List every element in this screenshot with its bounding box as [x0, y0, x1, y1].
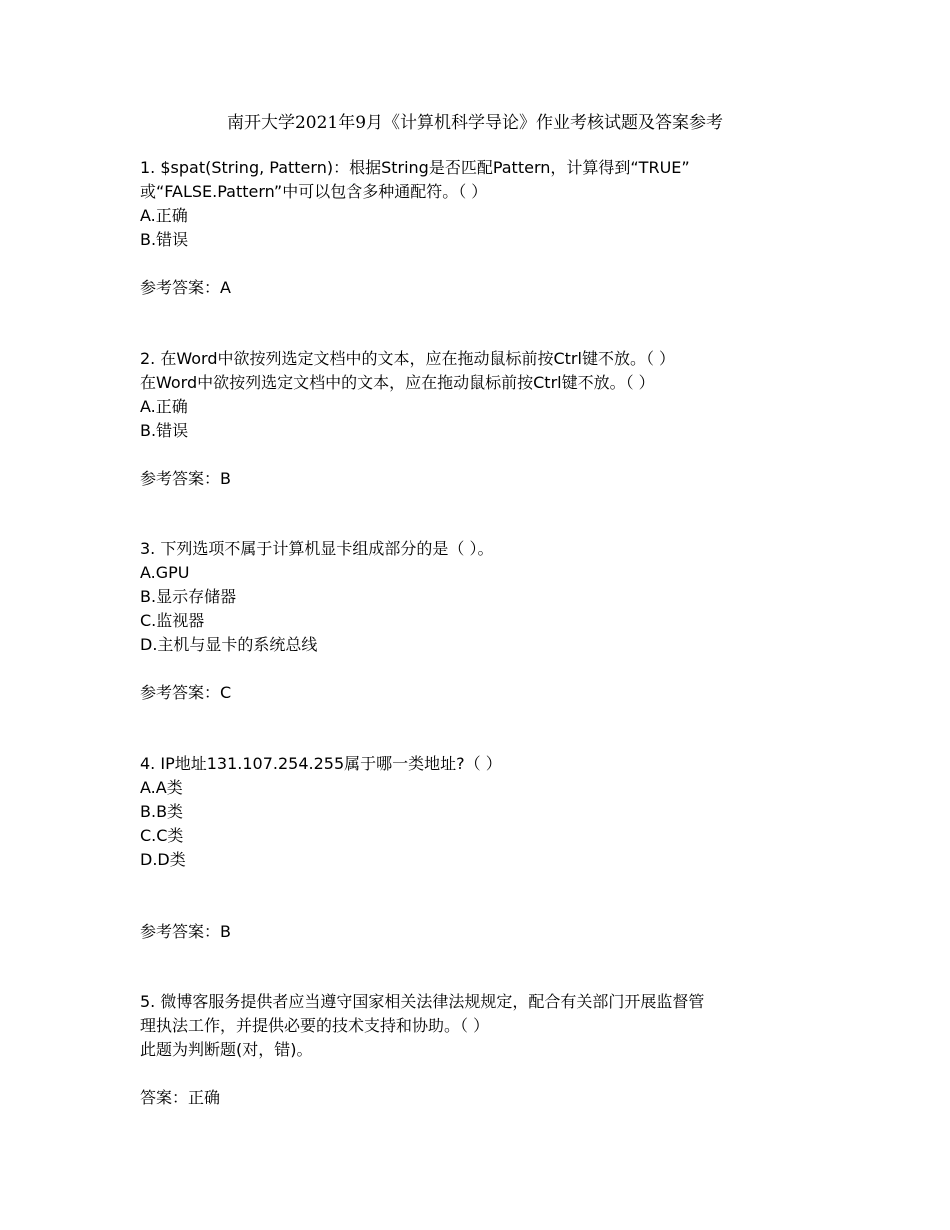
question-4 [140, 752, 820, 944]
option-a: A.A类 [140, 778, 183, 797]
answer-text: 答案：正确 [140, 1088, 221, 1107]
option-c: C.C类 [140, 826, 184, 845]
option-a: A.GPU [140, 563, 190, 582]
option-a: A.正确 [140, 397, 188, 416]
option-d: D.主机与显卡的系统总线 [140, 635, 318, 654]
answer-text: 参考答案：B [140, 469, 231, 488]
answer-text: 参考答案：A [140, 278, 231, 297]
question-text-line: 在Word中欲按列选定文档中的文本，应在拖动鼠标前按Ctrl键不放。（ ） [140, 373, 655, 392]
option-d: D.D类 [140, 850, 186, 869]
answer-text: 参考答案：B [140, 922, 231, 941]
option-b: B.B类 [140, 802, 184, 821]
option-b: B.显示存储器 [140, 587, 237, 606]
question-text-line: 1. $spat(String, Pattern)：根据String是否匹配Pattern，计算得到“TRUE” [140, 158, 690, 177]
question-3 [140, 537, 820, 705]
question-text-line: 5. 微博客服务提供者应当遵守国家相关法律法规规定，配合有关部门开展监督管 [140, 992, 705, 1011]
option-b: B.错误 [140, 230, 189, 249]
option-c: C.监视器 [140, 611, 205, 630]
question-text-line: 理执法工作，并提供必要的技术支持和协助。（ ） [140, 1016, 490, 1035]
question-1 [140, 156, 820, 300]
question-text-line: 4. IP地址131.107.254.255属于哪一类地址?（ ） [140, 754, 502, 773]
question-text-line: 2. 在Word中欲按列选定文档中的文本，应在拖动鼠标前按Ctrl键不放。（ ） [140, 349, 676, 368]
option-a: A.正确 [140, 206, 188, 225]
answer-text: 参考答案：C [140, 683, 232, 702]
option-b: B.错误 [140, 421, 189, 440]
question-text-line: 或“FALSE.Pattern”中可以包含多种通配符。（ ） [140, 182, 488, 201]
question-2 [140, 347, 820, 491]
question-5 [140, 990, 820, 1110]
document-title: 南开大学2021年9月《计算机科学导论》作业考核试题及答案参考 [226, 113, 724, 133]
question-text-line: 3. 下列选项不属于计算机显卡组成部分的是（ ）。 [140, 539, 494, 558]
question-text-line: 此题为判断题(对，错)。 [140, 1040, 313, 1059]
